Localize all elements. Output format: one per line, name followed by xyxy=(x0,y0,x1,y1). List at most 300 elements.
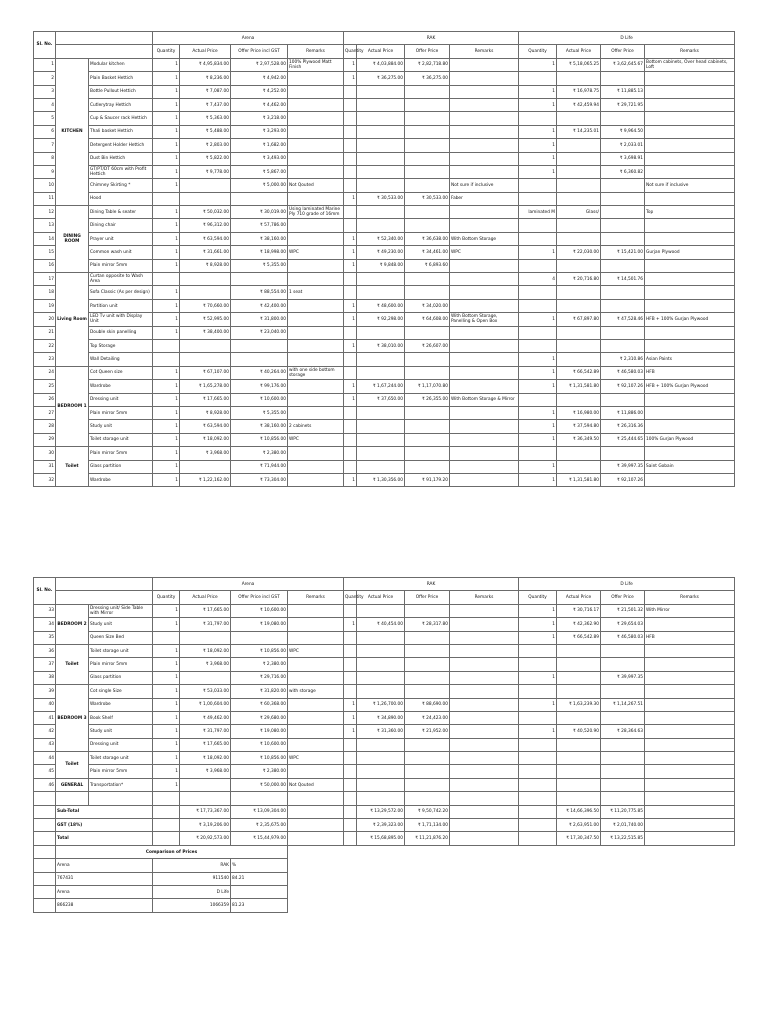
column-header: Offer Price incl GST xyxy=(231,45,288,58)
table-cell xyxy=(645,738,735,751)
comparison-row xyxy=(34,872,735,885)
table-cell xyxy=(601,286,645,299)
table-cell xyxy=(601,685,645,698)
vendor-header-rak: RAK xyxy=(344,578,519,591)
empty-cell xyxy=(344,885,357,898)
table-cell: ₹ 10,856.00 xyxy=(231,644,288,657)
empty-cell xyxy=(34,872,56,885)
empty-cell xyxy=(557,792,601,805)
table-cell: Cot single Size xyxy=(89,685,153,698)
table-cell: ₹ 38,160.00 xyxy=(231,420,288,433)
table-cell: With Bottom Storage xyxy=(450,232,519,245)
table-cell xyxy=(357,179,405,192)
table-cell: ₹ 40,264.00 xyxy=(231,366,288,379)
table-cell: Not Qouted xyxy=(288,179,344,192)
table-cell xyxy=(153,353,180,366)
table-row xyxy=(34,738,735,751)
table-cell xyxy=(344,658,357,671)
table-cell xyxy=(645,232,735,245)
table-cell: 1 xyxy=(344,711,357,724)
table-cell: 1 xyxy=(519,313,557,326)
table-cell: 1 xyxy=(344,380,357,393)
table-cell: ₹ 26,607.00 xyxy=(405,339,450,352)
table-row xyxy=(34,219,735,232)
serial-number: 28 xyxy=(34,420,56,433)
table-cell: ₹ 7,437.00 xyxy=(180,98,231,111)
table-cell: ₹ 21,952.00 xyxy=(405,725,450,738)
comparison-cell: 84.21 xyxy=(231,872,288,885)
serial-number: 2 xyxy=(34,72,56,85)
empty-cell xyxy=(34,819,56,832)
table-cell xyxy=(645,259,735,272)
table-cell xyxy=(450,353,519,366)
table-cell: Double skin panelling xyxy=(89,326,153,339)
table-row xyxy=(34,112,735,125)
serial-number: 25 xyxy=(34,380,56,393)
table-cell xyxy=(344,353,357,366)
table-row xyxy=(34,698,735,711)
table-cell xyxy=(344,778,357,791)
table-row xyxy=(34,460,735,473)
table-cell xyxy=(519,778,557,791)
table-cell: 1 xyxy=(519,353,557,366)
serial-number: 41 xyxy=(34,711,56,724)
table-row xyxy=(34,778,735,791)
empty-cell xyxy=(344,819,357,832)
table-row xyxy=(34,339,735,352)
table-cell xyxy=(519,658,557,671)
table-cell: ₹ 17,665.00 xyxy=(180,393,231,406)
table-cell: ₹ 26,316.36 xyxy=(601,420,645,433)
table-cell xyxy=(645,273,735,286)
table-cell xyxy=(288,152,344,165)
table-cell: ₹ 14,501.76 xyxy=(601,273,645,286)
table-cell: ₹ 4,462.00 xyxy=(231,98,288,111)
table-cell xyxy=(519,232,557,245)
empty-cell xyxy=(601,845,645,858)
table-cell xyxy=(645,72,735,85)
table-cell: ₹ 88,554.00 xyxy=(231,286,288,299)
table-cell: ₹ 50,000.00 xyxy=(231,778,288,791)
table-cell: ₹ 4,942.00 xyxy=(231,72,288,85)
table-cell xyxy=(288,631,344,644)
table-cell xyxy=(519,286,557,299)
table-cell: 1 xyxy=(519,85,557,98)
table-cell xyxy=(519,259,557,272)
table-cell: 1 xyxy=(519,698,557,711)
table-cell: ₹ 10,600.00 xyxy=(231,738,288,751)
category-label: GENERAL xyxy=(56,778,89,791)
table-cell: 1 xyxy=(153,313,180,326)
table-cell xyxy=(357,85,405,98)
table-cell: 1 xyxy=(153,671,180,684)
table-cell xyxy=(450,366,519,379)
serial-number: 14 xyxy=(34,232,56,245)
serial-number: 8 xyxy=(34,152,56,165)
table-cell: ₹ 36,275.00 xyxy=(357,72,405,85)
table-cell xyxy=(180,353,231,366)
table-cell xyxy=(344,85,357,98)
table-cell xyxy=(645,644,735,657)
table-cell xyxy=(405,778,450,791)
table-cell: ₹ 10,856.00 xyxy=(231,752,288,765)
table-cell: ₹ 19,080.00 xyxy=(231,618,288,631)
empty-cell xyxy=(153,805,180,818)
table-cell: Common wash unit xyxy=(89,246,153,259)
table-cell: ₹ 18,092.00 xyxy=(180,644,231,657)
table-cell: Glass/ xyxy=(557,206,601,219)
table-cell: ₹ 18,092.00 xyxy=(180,752,231,765)
table-cell xyxy=(450,685,519,698)
table-cell: ₹ 6,360.82 xyxy=(601,165,645,178)
table-cell xyxy=(601,778,645,791)
table-cell: Wardrobe xyxy=(89,380,153,393)
table-cell xyxy=(557,286,601,299)
table-cell: ₹ 99,176.00 xyxy=(231,380,288,393)
serial-number: 26 xyxy=(34,393,56,406)
table-cell: Saint Gobain xyxy=(645,460,735,473)
table-cell: 1 xyxy=(153,179,180,192)
table-cell: ₹ 9,848.00 xyxy=(357,259,405,272)
table-cell: WPC xyxy=(288,433,344,446)
table-cell xyxy=(601,339,645,352)
table-cell: ₹ 26,355.00 xyxy=(405,393,450,406)
table-cell xyxy=(519,711,557,724)
table-cell xyxy=(645,286,735,299)
column-header: Actual Price xyxy=(557,45,601,58)
table-cell: 1 xyxy=(519,125,557,138)
table-cell: ₹ 38,400.00 xyxy=(180,326,231,339)
table-row xyxy=(34,644,735,657)
table-cell xyxy=(645,752,735,765)
table-cell: Not Qouted xyxy=(288,778,344,791)
table-cell: ₹ 36,349.50 xyxy=(557,433,601,446)
table-cell: ₹ 5,18,065.25 xyxy=(557,58,601,71)
table-cell: 1 xyxy=(153,125,180,138)
table-cell: ₹ 38,010.00 xyxy=(357,339,405,352)
table-cell xyxy=(153,339,180,352)
empty-cell xyxy=(601,792,645,805)
serial-number: 5 xyxy=(34,112,56,125)
table-cell xyxy=(405,112,450,125)
vendor-header-arena: Arena xyxy=(153,578,344,591)
table-cell xyxy=(601,326,645,339)
table-cell: 1 xyxy=(519,604,557,617)
table-cell: 1 xyxy=(344,259,357,272)
totals-label: Total xyxy=(56,832,153,845)
table-cell: Dressing unit xyxy=(89,393,153,406)
empty-cell xyxy=(34,845,56,858)
table-cell: ₹ 20,716.80 xyxy=(557,273,601,286)
table-cell xyxy=(357,98,405,111)
empty-cell xyxy=(405,885,450,898)
table-cell xyxy=(180,179,231,192)
table-cell: 1 xyxy=(153,152,180,165)
table-cell: 1 xyxy=(153,219,180,232)
empty-cell xyxy=(601,899,645,912)
empty-cell xyxy=(645,845,735,858)
table-cell: ₹ 1,67,244.00 xyxy=(357,380,405,393)
empty-cell xyxy=(180,792,231,805)
table-cell xyxy=(344,644,357,657)
table-cell xyxy=(645,765,735,778)
table-cell xyxy=(180,778,231,791)
table-cell: Plain mirror 5mm xyxy=(89,406,153,419)
serial-number: 1 xyxy=(34,58,56,71)
table-cell xyxy=(645,406,735,419)
table-cell xyxy=(557,179,601,192)
table-cell: HFB + 100% Gurjan Plywood xyxy=(645,380,735,393)
table-cell xyxy=(344,273,357,286)
table-cell xyxy=(344,406,357,419)
empty-cell xyxy=(288,805,344,818)
table-cell xyxy=(344,219,357,232)
table-row xyxy=(34,152,735,165)
table-cell: ₹ 1,63,239.30 xyxy=(557,698,601,711)
table-cell xyxy=(405,631,450,644)
table-cell xyxy=(357,752,405,765)
table-cell: Glass partition xyxy=(89,671,153,684)
table-cell: 1 xyxy=(153,98,180,111)
table-row xyxy=(34,618,735,631)
empty-cell xyxy=(34,899,56,912)
table-cell xyxy=(288,353,344,366)
table-cell: GT/PT/DT 60cm with Profit Hettich xyxy=(89,165,153,178)
table-row xyxy=(34,139,735,152)
category-label: BEDROOM 3 xyxy=(56,685,89,752)
table-cell: ₹ 3,968.00 xyxy=(180,447,231,460)
table-cell xyxy=(405,353,450,366)
table-row xyxy=(34,299,735,312)
serial-number: 24 xyxy=(34,366,56,379)
table-cell xyxy=(645,393,735,406)
table-cell: 1 xyxy=(519,139,557,152)
table-cell xyxy=(450,738,519,751)
empty-cell xyxy=(288,859,344,872)
arena-actual-total: ₹ 20,92,573.00 xyxy=(180,832,231,845)
comparison-cell: 1066359 xyxy=(153,899,231,912)
table-cell xyxy=(357,286,405,299)
table-cell: 1 seat xyxy=(288,286,344,299)
table-cell xyxy=(450,725,519,738)
empty-cell xyxy=(89,792,153,805)
table-cell xyxy=(519,112,557,125)
table-cell: ₹ 5,000.00 xyxy=(231,179,288,192)
table-cell: ₹ 2,803.00 xyxy=(180,139,231,152)
table-cell: Study unit xyxy=(89,420,153,433)
table-cell: ₹ 23,040.00 xyxy=(231,326,288,339)
serial-number: 19 xyxy=(34,299,56,312)
table-cell: ₹ 1,30,356.00 xyxy=(357,473,405,486)
table-cell xyxy=(601,447,645,460)
serial-number: 22 xyxy=(34,339,56,352)
serial-number: 36 xyxy=(34,644,56,657)
empty-cell xyxy=(519,845,557,858)
table-cell: 1 xyxy=(153,738,180,751)
table-cell xyxy=(288,711,344,724)
serial-number: 44 xyxy=(34,752,56,765)
table-cell xyxy=(288,85,344,98)
table-cell: LED Tv unit with Display Unit xyxy=(89,313,153,326)
empty-cell xyxy=(450,872,519,885)
arena-actual-total: ₹ 3,19,206.00 xyxy=(180,819,231,832)
empty-cell xyxy=(34,792,56,805)
table-cell: 1 xyxy=(153,259,180,272)
table-cell xyxy=(180,273,231,286)
table-cell: 1 xyxy=(153,765,180,778)
table-cell xyxy=(180,339,231,352)
empty-cell xyxy=(231,792,288,805)
table-row xyxy=(34,473,735,486)
empty-cell xyxy=(344,792,357,805)
table-cell xyxy=(357,447,405,460)
table-cell: ₹ 73,304.00 xyxy=(231,473,288,486)
table-cell: ₹ 11,886.00 xyxy=(601,406,645,419)
table-cell: ₹ 70,660.00 xyxy=(180,299,231,312)
comparison-cell: Arena xyxy=(56,859,153,872)
category-label: KITCHEN xyxy=(56,58,89,205)
table-cell xyxy=(405,460,450,473)
table-cell xyxy=(288,380,344,393)
sl-no-header: Sl. No. xyxy=(34,578,56,605)
serial-number: 39 xyxy=(34,685,56,698)
table-cell xyxy=(344,366,357,379)
table-row xyxy=(34,232,735,245)
table-cell xyxy=(288,192,344,205)
totals-row xyxy=(34,805,735,818)
table-cell xyxy=(288,725,344,738)
table-cell: ₹ 5,488.00 xyxy=(180,125,231,138)
table-cell xyxy=(645,420,735,433)
column-header: Quantity xyxy=(153,45,180,58)
table-cell: ₹ 40,520.90 xyxy=(557,725,601,738)
table-cell xyxy=(450,460,519,473)
table-cell: ₹ 24,423.00 xyxy=(405,711,450,724)
table-cell xyxy=(288,765,344,778)
table-cell: ₹ 1,14,267.51 xyxy=(601,698,645,711)
table-cell xyxy=(357,353,405,366)
table-cell: ₹ 16,978.75 xyxy=(557,85,601,98)
sl-no-header: Sl. No. xyxy=(34,32,56,59)
table-cell xyxy=(450,58,519,71)
table-cell: 1 xyxy=(519,246,557,259)
table-cell xyxy=(450,711,519,724)
serial-number: 31 xyxy=(34,460,56,473)
dlife-offer-total: ₹ 13,22,515.85 xyxy=(601,832,645,845)
column-header: Remarks xyxy=(450,591,519,604)
serial-number: 40 xyxy=(34,698,56,711)
empty-cell xyxy=(450,899,519,912)
table-cell: 1 xyxy=(153,685,180,698)
table-cell xyxy=(450,631,519,644)
dlife-actual-total: ₹ 17,30,347.50 xyxy=(557,832,601,845)
table-cell xyxy=(405,366,450,379)
table-cell xyxy=(288,406,344,419)
table-cell xyxy=(450,259,519,272)
table-cell xyxy=(450,112,519,125)
table-cell xyxy=(344,112,357,125)
table-row xyxy=(34,380,735,393)
arena-offer-total: ₹ 2,35,675.00 xyxy=(231,819,288,832)
table-cell xyxy=(645,698,735,711)
table-cell: ₹ 28,364.63 xyxy=(601,725,645,738)
arena-offer-total: ₹ 13,09,304.00 xyxy=(231,805,288,818)
table-row xyxy=(34,604,735,617)
table-cell xyxy=(601,259,645,272)
table-row xyxy=(34,433,735,446)
table-cell: ₹ 47,528.46 xyxy=(601,313,645,326)
empty-cell xyxy=(645,819,735,832)
table-cell: ₹ 34,461.00 xyxy=(405,246,450,259)
comparison-row xyxy=(34,899,735,912)
table-cell xyxy=(357,631,405,644)
totals-row xyxy=(34,832,735,845)
table-cell xyxy=(405,206,450,219)
table-cell xyxy=(180,286,231,299)
empty-cell xyxy=(519,872,557,885)
table-cell xyxy=(288,165,344,178)
column-header: Actual Price xyxy=(557,591,601,604)
table-cell: ₹ 31,800.00 xyxy=(231,313,288,326)
empty-cell xyxy=(557,872,601,885)
table-cell: ₹ 2,033.01 xyxy=(601,139,645,152)
table-cell: ₹ 22,030.00 xyxy=(557,246,601,259)
table-cell: Bottle Pullout Hettich xyxy=(89,85,153,98)
table-cell xyxy=(288,658,344,671)
table-cell xyxy=(645,447,735,460)
table-cell: WPC xyxy=(288,752,344,765)
table-cell: ₹ 31,797.00 xyxy=(180,725,231,738)
table-cell: ₹ 64,608.00 xyxy=(405,313,450,326)
table-cell: Plain mirror 5mm xyxy=(89,658,153,671)
table-cell: 1 xyxy=(519,420,557,433)
table-cell xyxy=(405,644,450,657)
table-cell: ₹ 2,310.86 xyxy=(601,353,645,366)
table-cell xyxy=(357,112,405,125)
table-cell xyxy=(645,339,735,352)
empty-cell xyxy=(153,832,180,845)
table-cell: ₹ 9,778.00 xyxy=(180,165,231,178)
rak-offer-total: ₹ 9,50,742.20 xyxy=(405,805,450,818)
table-cell: ₹ 92,107.26 xyxy=(601,473,645,486)
table-cell xyxy=(357,420,405,433)
table-cell xyxy=(450,206,519,219)
table-row xyxy=(34,447,735,460)
table-cell: ₹ 31,661.00 xyxy=(180,246,231,259)
table-cell: ₹ 3,968.00 xyxy=(180,658,231,671)
totals-label: GST (18%) xyxy=(56,819,153,832)
category-label: Living Room xyxy=(56,273,89,367)
table-cell: Transportation* xyxy=(89,778,153,791)
table-cell: 1 xyxy=(153,165,180,178)
column-header: Quantity xyxy=(519,45,557,58)
table-cell xyxy=(405,326,450,339)
empty-cell xyxy=(450,845,519,858)
table-cell: ₹ 29,680.00 xyxy=(231,711,288,724)
table-cell xyxy=(557,152,601,165)
column-header: Remarks xyxy=(450,45,519,58)
table-cell: Cot Queen size xyxy=(89,366,153,379)
empty-cell xyxy=(645,859,735,872)
table-cell: 1 xyxy=(153,58,180,71)
comparison-cell: 767431 xyxy=(56,872,153,885)
empty-cell xyxy=(344,805,357,818)
table-cell: Queen Size Bed xyxy=(89,631,153,644)
table-cell: WPC xyxy=(288,246,344,259)
table-row xyxy=(34,765,735,778)
table-cell xyxy=(405,219,450,232)
serial-number: 13 xyxy=(34,219,56,232)
